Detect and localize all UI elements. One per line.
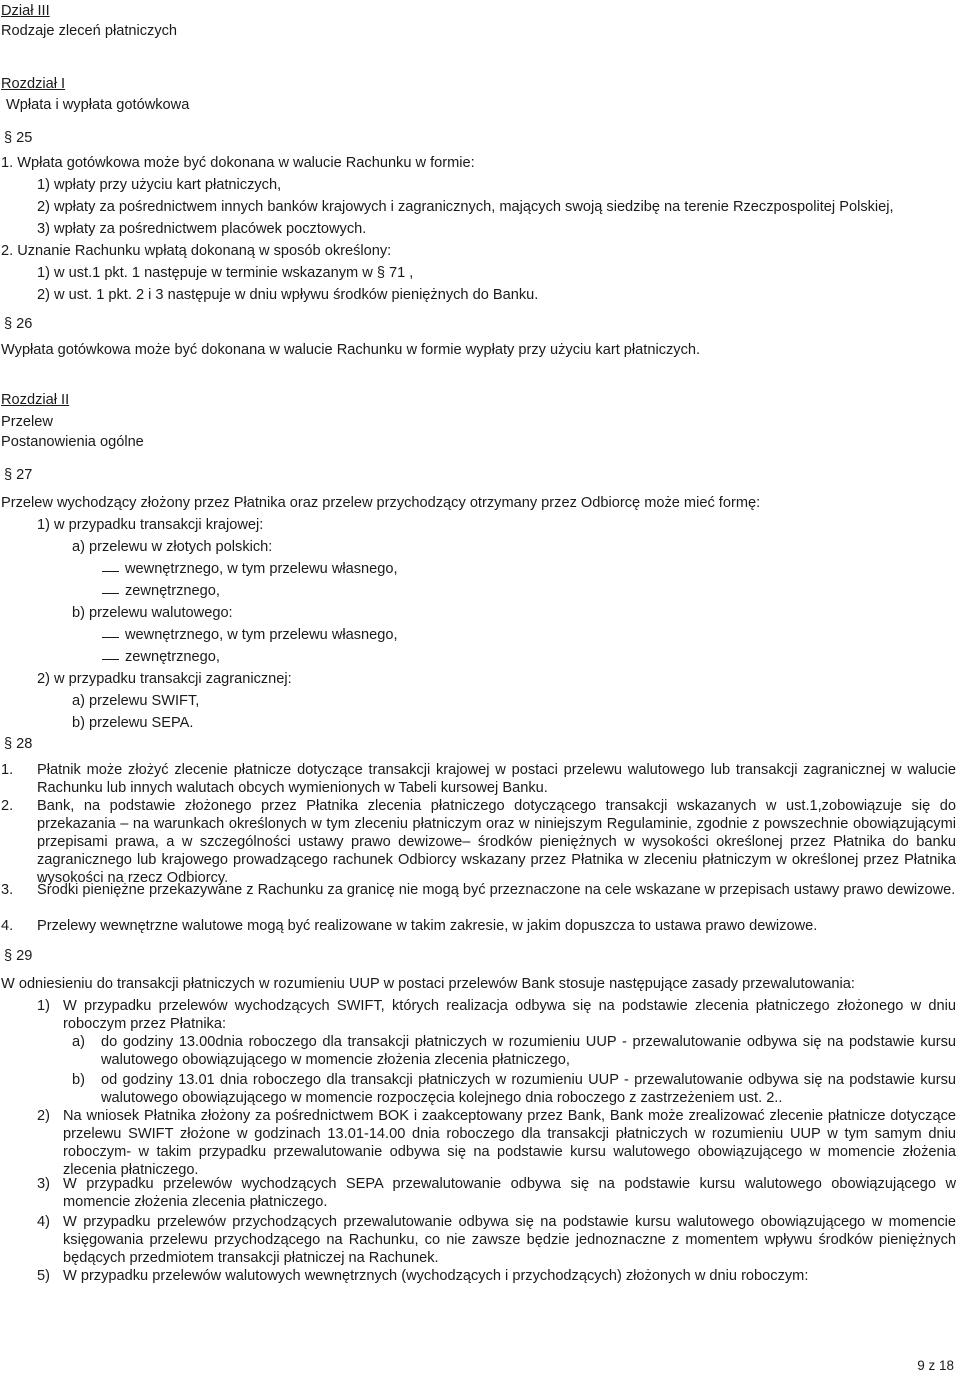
- paragraph-25-item: 1) wpłaty przy użyciu kart płatniczych,: [37, 177, 282, 193]
- paragraph-25-point-1: 1. Wpłata gotówkowa może być dokonana w walucie Rachunku w formie:: [1, 155, 475, 171]
- paragraph-29-number: 1): [37, 998, 50, 1014]
- chapter-2-subheading: Postanowienia ogólne: [1, 434, 144, 450]
- paragraph-25-item: 3) wpłaty za pośrednictwem placówek pocztowych.: [37, 221, 367, 237]
- paragraph-26-label: § 26: [4, 316, 33, 332]
- paragraph-29-number: 2): [37, 1108, 50, 1124]
- paragraph-28-point-1: Płatnik może złożyć zlecenie płatnicze dotyczące transakcji krajowej w postaci przelewu walutowego lub transakcji zagranicznej w walucie Rachunku lub innych walutach obcych wymienionych w Tabeli kursowej Banku.: [37, 762, 956, 796]
- dash-bullet: [102, 659, 119, 660]
- paragraph-29-intro: W odniesieniu do transakcji płatniczych w rozumieniu UUP w postaci przelewów Bank stosuje następujące zasady przewalutowania:: [1, 976, 855, 992]
- chapter-2-subtitle: Przelew: [1, 414, 53, 430]
- paragraph-29-number: 3): [37, 1176, 50, 1192]
- paragraph-28-number: 4.: [1, 918, 14, 934]
- paragraph-28-number: 2.: [1, 798, 14, 814]
- paragraph-25-item: 1) w ust.1 pkt. 1 następuje w terminie wskazanym w § 71 ,: [37, 265, 414, 281]
- section-subtitle: Rodzaje zleceń płatniczych: [1, 23, 178, 39]
- paragraph-29-number: 5): [37, 1268, 50, 1284]
- paragraph-28-point-4: Przelewy wewnętrzne walutowe mogą być realizowane w takim zakresie, w jakim dopuszcza to ustawa prawo dewizowe.: [37, 918, 818, 934]
- paragraph-27-item: 2) w przypadku transakcji zagranicznej:: [37, 671, 292, 687]
- paragraph-28-number: 3.: [1, 882, 14, 898]
- paragraph-27-intro: Przelew wychodzący złożony przez Płatnika oraz przelew przychodzący otrzymany przez Odbiorcę może mieć formę:: [1, 495, 761, 511]
- paragraph-28-point-3: Środki pieniężne przekazywane z Rachunku za granicę nie mogą być przeznaczone na cele wskazane w przepisach ustawy prawo dewizowe.: [37, 882, 956, 898]
- paragraph-29-point-1b: od godziny 13.01 dnia roboczego dla transakcji płatniczych w rozumieniu UUP - przewalutowanie odbywa się na podstawie kursu walutowego obowiązującego w momencie rozpoczęcia kolejnego dnia roboczego z zastrzeżeniem ust. 2..: [101, 1072, 956, 1106]
- paragraph-25-label: § 25: [4, 130, 33, 146]
- paragraph-25-item: 2) wpłaty za pośrednictwem innych banków krajowych i zagranicznych, mających swoją siedzibę na terenie Rzeczpospolitej Polskiej,: [37, 199, 894, 215]
- paragraph-29-letter: a): [72, 1034, 85, 1050]
- paragraph-27-dash-item: zewnętrznego,: [125, 649, 220, 665]
- paragraph-27-label: § 27: [4, 467, 33, 483]
- page-number: 9 z 18: [917, 1358, 954, 1373]
- paragraph-27-subitem: a) przelewu w złotych polskich:: [72, 539, 273, 555]
- paragraph-25-point-2: 2. Uznanie Rachunku wpłatą dokonaną w sposób określony:: [1, 243, 392, 259]
- dash-bullet: [102, 593, 119, 594]
- dash-bullet: [102, 637, 119, 638]
- paragraph-29-point-1a: do godziny 13.00dnia roboczego dla transakcji płatniczych w rozumieniu UUP - przewalutowanie odbywa się na podstawie kursu walutowego obowiązującego w momencie złożenia zlecenia płatniczego,: [101, 1034, 956, 1068]
- paragraph-27-subitem: b) przelewu SEPA.: [72, 715, 194, 731]
- paragraph-29-point-3: W przypadku przelewów wychodzących SEPA przewalutowanie odbywa się na podstawie kursu walutowego obowiązującego w momencie złożenia zlecenia płatniczego.: [63, 1176, 956, 1210]
- chapter-1-title: Rozdział I: [1, 76, 66, 92]
- paragraph-29-letter: b): [72, 1072, 85, 1088]
- paragraph-29-point-2: Na wniosek Płatnika złożony za pośrednictwem BOK i zaakceptowany przez Bank, Bank może zrealizować zlecenie płatnicze dotyczące przelewu SWIFT złożone w godzinach 13.01-14.00 dnia roboczego dla transakcji płatniczych w rozumieniu UUP w tym samym dniu roboczym- w takim przypadku przewalutowanie odbywa się na podstawie kursu walutowego obowiązującego w momencie złożenia zlecenia płatniczego.: [63, 1108, 956, 1178]
- paragraph-28-point-2: Bank, na podstawie złożonego przez Płatnika zlecenia płatniczego dotyczącego transakcji wskazanych w ust.1,zobowiązuje się do przekazania – na warunkach określonych w tym zleceniu płatniczym oraz w niniejszym Regulaminie, zgodnie z powszechnie obowiązującymi przepisami prawa, a w szczególności ustawy prawo dewizowe– środków pieniężnych w wysokości określonej przez Płatnika do banku zagranicznego lub krajowego prowadzącego rachunek Odbiorcy wskazany przez Płatnika w zleceniu płatniczym w określonej przez Płatnika wysokości na rzecz Odbiorcy.: [37, 798, 956, 886]
- paragraph-28-label: § 28: [4, 736, 33, 752]
- paragraph-29-point-1: W przypadku przelewów wychodzących SWIFT, których realizacja odbywa się na podstawie zlecenia płatniczego złożonego w dniu roboczym przez Płatnika:: [63, 998, 956, 1032]
- paragraph-27-dash-item: zewnętrznego,: [125, 583, 220, 599]
- paragraph-29-label: § 29: [4, 948, 33, 964]
- chapter-1-subtitle: Wpłata i wypłata gotówkowa: [6, 97, 190, 113]
- chapter-2-title: Rozdział II: [1, 392, 70, 408]
- paragraph-28-number: 1.: [1, 762, 14, 778]
- paragraph-25-item: 2) w ust. 1 pkt. 2 i 3 następuje w dniu wpływu środków pieniężnych do Banku.: [37, 287, 539, 303]
- paragraph-27-item: 1) w przypadku transakcji krajowej:: [37, 517, 264, 533]
- paragraph-27-subitem: a) przelewu SWIFT,: [72, 693, 200, 709]
- paragraph-27-dash-item: wewnętrznego, w tym przelewu własnego,: [125, 627, 398, 643]
- paragraph-29-number: 4): [37, 1214, 50, 1230]
- paragraph-26-text: Wypłata gotówkowa może być dokonana w walucie Rachunku w formie wypłaty przy użyciu kart płatniczych.: [1, 342, 701, 358]
- paragraph-29-point-4: W przypadku przelewów przychodzących przewalutowanie odbywa się na podstawie kursu walutowego obowiązującego w momencie księgowania przelewu przychodzącego na Rachunku, co nie zawsze będzie jednoznaczne z momentem wpływu środków pieniężnych będących przedmiotem transakcji płatniczej na Rachunek.: [63, 1214, 956, 1266]
- paragraph-27-subitem: b) przelewu walutowego:: [72, 605, 233, 621]
- paragraph-29-point-5: W przypadku przelewów walutowych wewnętrznych (wychodzących i przychodzących) złożonych w dniu roboczym:: [63, 1268, 809, 1284]
- dash-bullet: [102, 571, 119, 572]
- paragraph-27-dash-item: wewnętrznego, w tym przelewu własnego,: [125, 561, 398, 577]
- section-title: Dział III: [1, 3, 50, 19]
